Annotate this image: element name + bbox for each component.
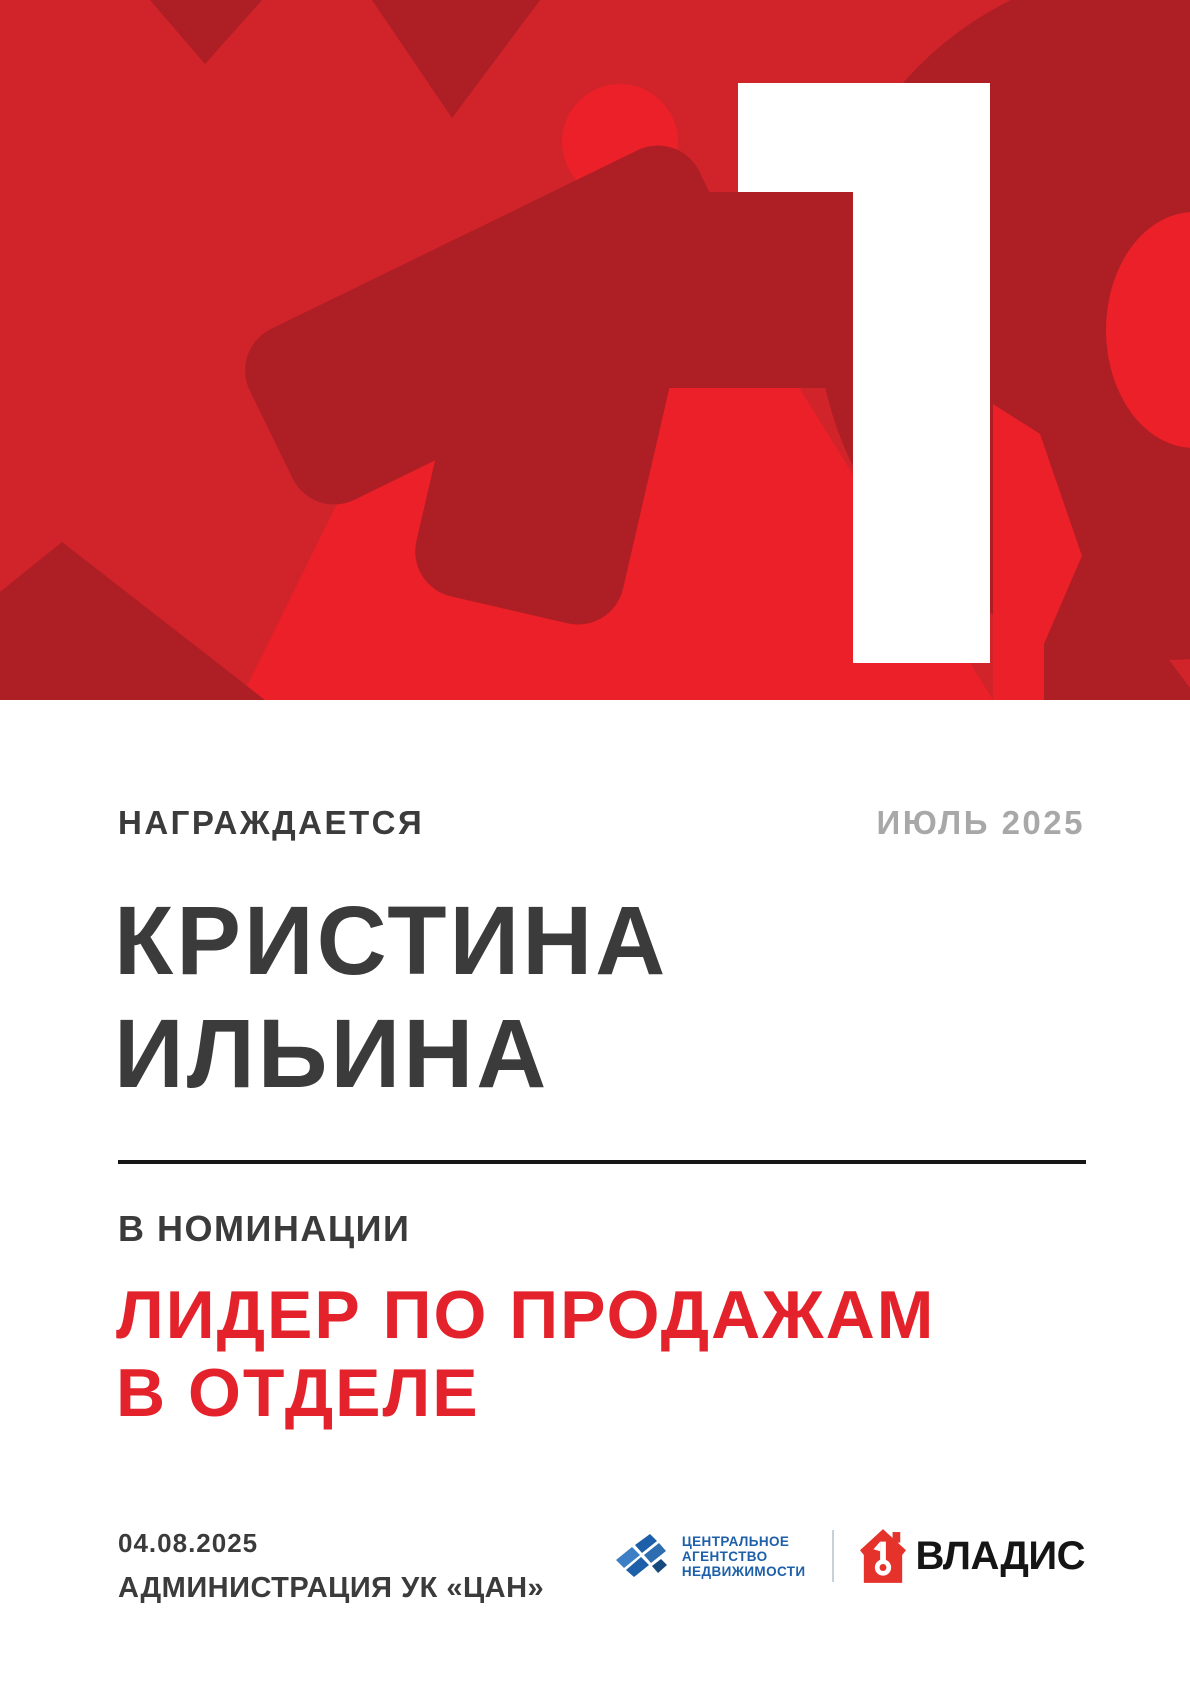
nomination-label: В НОМИНАЦИИ [118,1208,411,1249]
issue-date: 04.08.2025 [118,1528,259,1558]
award-period: ИЮЛЬ 2025 [876,804,1085,841]
recipient-name-line2: ИЛЬИНА [114,999,550,1108]
banner-shapes [0,0,1190,700]
tsan-logo-icon [614,1530,670,1582]
footer-left [118,1528,544,1605]
vladis-logo [860,1529,1085,1583]
issuer-name: АДМИНИСТРАЦИЯ УК «ЦАН» [118,1572,545,1604]
tsan-logo-text [682,1534,806,1579]
award-label: НАГРАЖДАЕТСЯ [118,804,425,841]
tsan-text-line1: ЦЕНТРАЛЬНОЕ [681,1533,790,1549]
nomination-title-line1: ЛИДЕР ПО ПРОДАЖАМ [116,1277,936,1353]
tsan-logo [614,1530,806,1582]
footer-logos [614,1524,1085,1588]
tsan-text-line3: НЕДВИЖИМОСТИ [681,1563,806,1579]
recipient-name-line1: КРИСТИНА [114,886,669,995]
logo-separator [832,1530,834,1582]
nomination-title [116,1276,1096,1432]
vladis-house-icon [860,1529,906,1583]
recipient-name [114,884,1094,1110]
vladis-logo-name: ВЛАДИС [915,1533,1085,1578]
horizontal-divider [118,1160,1086,1164]
tsan-text-line2: АГЕНТСТВО [681,1548,768,1564]
banner-artwork [0,0,1190,700]
nomination-title-line2: В ОТДЕЛЕ [116,1355,480,1431]
